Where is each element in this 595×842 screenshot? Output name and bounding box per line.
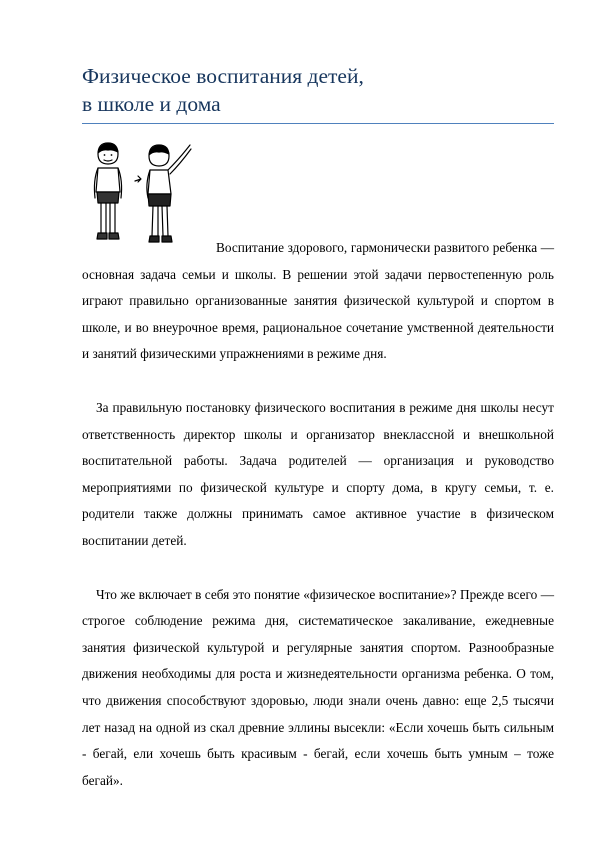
- title-underline: [82, 123, 554, 124]
- page-title: [82, 62, 562, 118]
- standing-child-figure: [94, 143, 121, 239]
- title-line-1: Физическое воспитания детей,: [82, 64, 364, 88]
- article-body: [82, 235, 554, 794]
- child-arm-raised-figure: [147, 145, 191, 242]
- paragraph-2: За правильную постановку физического воспитания в режиме дня школы несут ответственность директор школы и организатор внеклассной и внешкольной воспитательной работы. Задача родителей — организация и руководство мероприятиями по физической культуре и спорту дома, в кругу семьи, т. е. родители также должны принимать самое активное участие в физическом воспитании детей.: [82, 399, 554, 548]
- children-exercise-icon: [88, 140, 200, 248]
- paragraph-3: Что же включает в себя это понятие «физическое воспитание»? Прежде всего — строгое соблюдение режима дня, систематическое закаливание, ежедневные занятия физической культурой и регулярные занятия спортом. Разнообразные движения необходимы для роста и жизнедеятельности организма ребенка. О том, что движения способствуют здоровью, люди знали очень давно: еще 2,5 тысячи лет назад на одной из скал древние эллины высекли: «Если хочешь быть сильным - бегай, ели хочешь быть красивым - бегай, если хочешь быть умным – тоже бегай».: [82, 586, 554, 788]
- paragraph-spacer: [82, 368, 554, 395]
- title-line-2: в школе и дома: [82, 92, 221, 116]
- paragraph-spacer: [82, 555, 554, 582]
- paragraph-1: Воспитание здорового, гармонически развитого ребенка — основная задача семьи и школы. В решении этой задачи первостепенную роль играют правильно организованные занятия физической культурой и спортом в школе, и во внеурочное время, рациональное сочетание умственной деятельности и занятий физическими упражнениями в режиме дня.: [82, 240, 554, 362]
